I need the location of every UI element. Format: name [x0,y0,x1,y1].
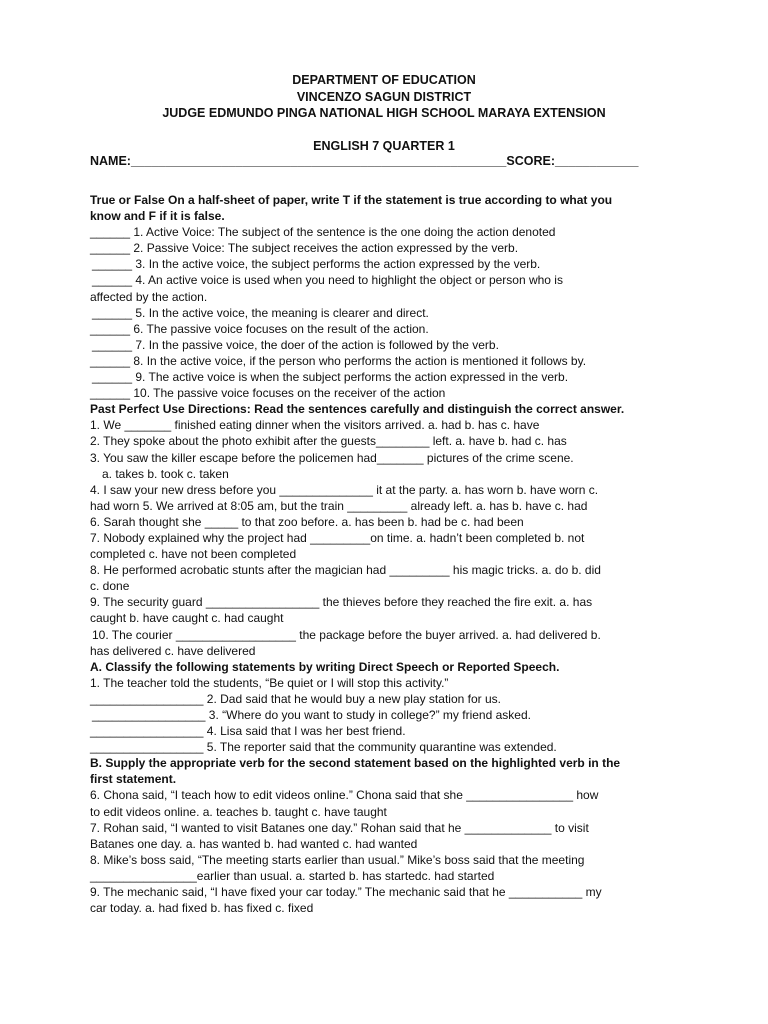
pp-item-continued: has delivered c. have delivered [90,643,256,658]
tf-item: ______ 3. In the active voice, the subject performs the action expressed by the verb. [92,257,541,272]
pp-item: 3. You saw the killer escape before the policemen had_______ pictures of the crime scene. [90,450,574,465]
pp-item-continued: completed c. have not been completed [90,547,297,562]
pp-item: 9. The security guard _________________ the thieves before they reached the fire exit. a. has [90,595,593,610]
tf-item: ______ 2. Passive Voice: The subject receives the action expressed by the verb. [90,241,519,256]
verb-item-continued: Batanes one day. a. has wanted b. had wanted c. had wanted [90,836,418,851]
name-score-line: NAME:______________________________________________________SCORE:____________ [90,154,639,168]
section-b-directions: B. Supply the appropriate verb for the second statement based on the highlighted verb in the [90,756,621,771]
header-school: JUDGE EDMUNDO PINGA NATIONAL HIGH SCHOOL MARAYA EXTENSION [162,106,606,120]
speech-item: _________________ 5. The reporter said that the community quarantine was extended. [90,740,557,755]
tf-item: ______ 6. The passive voice focuses on the result of the action. [90,321,429,336]
speech-item: _________________ 2. Dad said that he would buy a new play station for us. [90,691,501,706]
verb-item: 9. The mechanic said, “I have fixed your car today.” The mechanic said that he ___________ my [90,885,602,900]
verb-item-continued: to edit videos online. a. teaches b. taught c. have taught [90,804,387,819]
header-district: VINCENZO SAGUN DISTRICT [296,89,472,104]
verb-item: 7. Rohan said, “I wanted to visit Batanes one day.” Rohan said that he _____________ to visit [90,820,589,835]
pp-item: had worn 5. We arrived at 8:05 am, but the train _________ already left. a. has b. have c. had [90,498,588,513]
pp-item: 6. Sarah thought she _____ to that zoo before. a. has been b. had be c. had been [90,514,524,529]
pp-item-continued: c. done [90,579,130,594]
tf-item: ______ 5. In the active voice, the meaning is clearer and direct. [92,305,429,320]
tf-item: ______ 7. In the passive voice, the doer of the action is followed by the verb. [92,337,499,352]
tf-item: ______ 10. The passive voice focuses on the receiver of the action [90,386,446,401]
header-department: DEPARTMENT OF EDUCATION [292,73,476,87]
pp-item: 1. We _______ finished eating dinner when the visitors arrived. a. had b. has c. have [90,418,540,433]
verb-item-continued: ________________earlier than usual. a. started b. has startedc. had started [90,868,495,883]
verb-item-continued: car today. a. had fixed b. has fixed c. fixed [90,901,314,916]
subject-title: ENGLISH 7 QUARTER 1 [313,139,455,153]
tf-item: ______ 4. An active voice is used when you need to highlight the object or person who is [92,273,563,288]
past-perfect-directions: Past Perfect Use Directions: Read the sentences carefully and distinguish the correct answer. [90,402,625,417]
pp-item: 8. He performed acrobatic stunts after the magician had _________ his magic tricks. a. do b. did [90,563,601,578]
tf-item-continued: affected by the action. [90,289,208,304]
tf-directions-line: know and F if it is false. [90,209,225,224]
pp-item: 2. They spoke about the photo exhibit after the guests________ left. a. have b. had c. has [90,434,567,449]
section-b-directions: first statement. [90,772,177,787]
tf-item: ______ 8. In the active voice, if the person who performs the action is mentioned it follows by. [90,353,587,368]
tf-item: ______ 9. The active voice is when the subject performs the action expressed in the verb. [92,370,569,385]
speech-item: _________________ 4. Lisa said that I was her best friend. [90,724,406,739]
pp-item-continued: caught b. have caught c. had caught [90,611,284,626]
pp-item: 10. The courier __________________ the package before the buyer arrived. a. had delivered b. [92,627,601,642]
document-header [0,72,768,122]
worksheet-body [90,192,680,916]
pp-item: 7. Nobody explained why the project had _________on time. a. hadn’t been completed b. not [90,530,585,545]
speech-item: _________________ 3. “Where do you want to study in college?” my friend asked. [92,708,531,722]
tf-item: ______ 1. Active Voice: The subject of the sentence is the one doing the action denoted [90,225,556,240]
speech-item: 1. The teacher told the students, “Be quiet or I will stop this activity.” [90,675,449,690]
verb-item: 8. Mike’s boss said, “The meeting starts earlier than usual.” Mike’s boss said that the meeting [90,852,585,867]
tf-directions-line: True or False On a half-sheet of paper, write T if the statement is true according to what you [90,193,613,207]
verb-item: 6. Chona said, “I teach how to edit videos online.” Chona said that she ________________ how [90,788,599,803]
pp-item-choices: a. takes b. took c. taken [102,466,229,481]
pp-item: 4. I saw your new dress before you ______________ it at the party. a. has worn b. have worn c. [90,482,599,497]
section-a-directions: A. Classify the following statements by writing Direct Speech or Reported Speech. [90,659,560,674]
